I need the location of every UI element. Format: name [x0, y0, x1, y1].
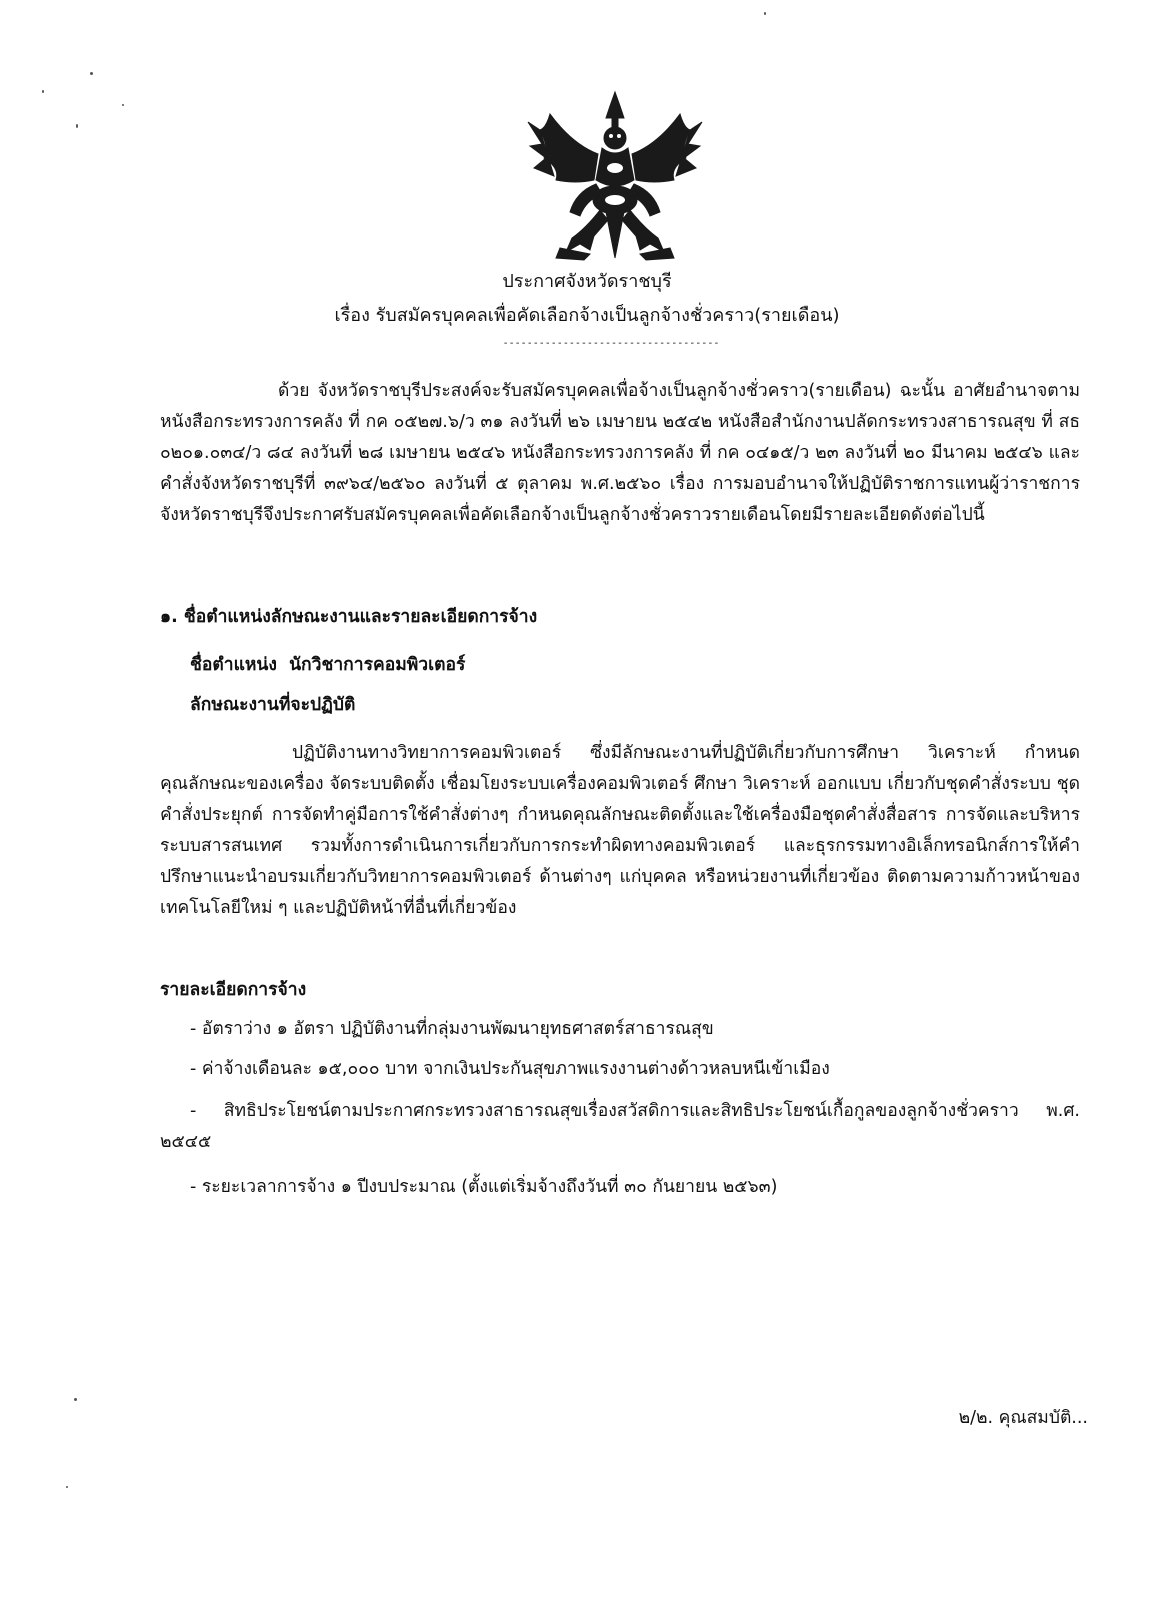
- duties-heading: ลักษณะงานที่จะปฏิบัติ: [190, 695, 356, 715]
- scan-speck: [76, 124, 78, 128]
- section-1-heading: ๑. ชื่อตำแหน่งลักษณะงานและรายละเอียดการจ้าง: [160, 607, 538, 627]
- position-value: นักวิชาการคอมพิวเตอร์: [289, 655, 466, 675]
- scan-speck: [122, 104, 124, 106]
- employment-item: - สิทธิประโยชน์ตามประกาศกระทรวงสาธารณสุขเรื่องสวัสดิการและสิทธิประโยชน์เกื้อกูลของลูกจ้างชั่วคราว พ.ศ. ๒๕๔๕: [160, 1101, 1080, 1152]
- scan-speck: [764, 12, 766, 15]
- position-label: ชื่อตำแหน่ง: [190, 655, 277, 675]
- intro-paragraph: ด้วย จังหวัดราชบุรีประสงค์จะรับสมัครบุคคลเพื่อจ้างเป็นลูกจ้างชั่วคราว(รายเดือน) ฉะนั้น อาศัยอำนาจตามหนังสือกระทรวงการคลัง ที่ กค ๐๕๒๗.๖/ว ๓๑ ลงวันที่ ๒๖ เมษายน ๒๕๔๒ หนังสือสำนักงานปลัดกระทรวงสาธารณสุข ที่ สธ ๐๒๐๑.๐๓๔/ว ๘๔ ลงวันที่ ๒๘ เมษายน ๒๕๔๖ หนังสือกระทรวงการคลัง ที่ กค ๐๔๑๕/ว ๒๓ ลงวันที่ ๒๐ มีนาคม ๒๕๔๖ และคำสั่งจังหวัดราชบุรีที่ ๓๙๖๔/๒๕๖๐ ลงวันที่ ๕ ตุลาคม พ.ศ.๒๕๖๐ เรื่อง การมอบอำนาจให้ปฏิบัติราชการแทนผู้ว่าราชการจังหวัดราชบุรีจึงประกาศรับสมัครบุคคลเพื่อคัดเลือกจ้างเป็นลูกจ้างชั่วคราวรายเดือนโดยมีรายละเอียดดังต่อไปนี้: [160, 381, 1080, 525]
- scan-speck: [90, 72, 93, 75]
- scan-speck: [66, 1486, 68, 1488]
- employment-item: - อัตราว่าง ๑ อัตรา ปฏิบัติงานที่กลุ่มงานพัฒนายุทธศาสตร์สาธารณสุข: [190, 1019, 714, 1039]
- employment-details-heading: รายละเอียดการจ้าง: [160, 980, 307, 1000]
- garuda-emblem-icon: [520, 88, 710, 266]
- employment-item: - ค่าจ้างเดือนละ ๑๕,๐๐๐ บาท จากเงินประกันสุขภาพแรงงานต่างด้าวหลบหนีเข้าเมือง: [190, 1059, 830, 1079]
- employment-item: - ระยะเวลาการจ้าง ๑ ปีงบประมาณ (ตั้งแต่เริ่มจ้างถึงวันที่ ๓๐ กันยายน ๒๕๖๓): [190, 1177, 778, 1197]
- continuation-note: ๒/๒. คุณสมบัติ...: [958, 1408, 1088, 1428]
- duties-paragraph: ปฏิบัติงานทางวิทยาการคอมพิวเตอร์ ซึ่งมีลักษณะงานที่ปฏิบัติเกี่ยวกับการศึกษา วิเคราะห์ กำหนดคุณลักษณะของเครื่อง จัดระบบติดตั้ง เชื่อมโยงระบบเครื่องคอมพิวเตอร์ ศึกษา วิเคราะห์ ออกแบบ เกี่ยวกับชุดคำสั่งระบบ ชุดคำสั่งประยุกต์ การจัดทำคู่มือการใช้คำสั่งต่างๆ กำหนดคุณลักษณะติดตั้งและใช้เครื่องมือชุดคำสั่งสื่อสาร การจัดและบริหารระบบสารสนเทศ รวมทั้งการดำเนินการเกี่ยวกับการกระทำผิดทางคอมพิวเตอร์ และธุรกรรมทางอิเล็กทรอนิกส์การให้คำปรึกษาแนะนำอบรมเกี่ยวกับวิทยาการคอมพิวเตอร์ ด้านต่างๆ แก่บุคคล หรือหน่วยงานที่เกี่ยวข้อง ติดตามความก้าวหน้าของเทคโนโลยีใหม่ ๆ และปฏิบัติหน้าที่อื่นที่เกี่ยวข้อง: [160, 743, 1080, 918]
- announcement-title: ประกาศจังหวัดราชบุรี: [502, 271, 672, 292]
- announcement-subject: เรื่อง รับสมัครบุคคลเพื่อคัดเลือกจ้างเป็นลูกจ้างชั่วคราว(รายเดือน): [334, 305, 840, 326]
- scan-speck: [74, 1398, 77, 1401]
- title-separator: ------------------------------------: [502, 338, 720, 349]
- scan-speck: [42, 90, 44, 93]
- position-line: [190, 652, 465, 678]
